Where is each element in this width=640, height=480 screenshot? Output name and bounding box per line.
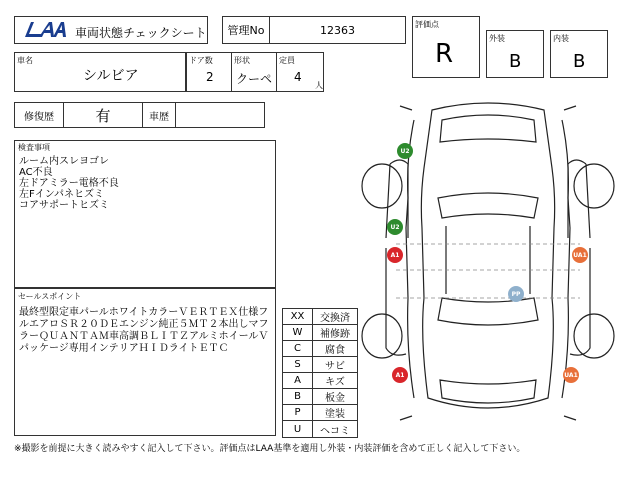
legend-row: [283, 357, 357, 373]
legend-code: W: [283, 325, 313, 340]
inspection-label: 車歴: [142, 102, 176, 128]
doors-label: ドア数: [189, 56, 213, 65]
rating-label: 評価点: [415, 20, 439, 29]
rating-value: R: [435, 39, 454, 69]
sales-points-text: 最終型限定車パールホワイトカラーＶＥＲＴＥＸ仕様フルエアロＳＲ２０ＤＥエンジン純正５ＭＴ２本出しマフラーＱＵＡＮＴＡＭ車高調ＢＬＩＴＺアルミホイールＶパッケージ専用インテリアＨＩＤライトＥＴＣ: [19, 307, 269, 354]
doors-box: [186, 52, 232, 92]
car-name-value: シルビア: [83, 68, 139, 84]
legend-code: U: [283, 421, 313, 437]
laa-logo-mark: [21, 19, 69, 41]
mgmt-no-value: 12363: [269, 16, 406, 44]
capacity-value: 4: [294, 70, 302, 84]
legend-row: [283, 309, 357, 325]
legend-meaning: 補修跡: [320, 329, 350, 340]
damage-mark-a1-left-door: A1: [387, 247, 403, 263]
shape-label: 形状: [234, 56, 250, 65]
capacity-unit: 人: [315, 81, 323, 90]
damage-mark-ua1-rear-right: UA1: [563, 367, 579, 383]
legend-row: [283, 341, 357, 357]
legend-row: [283, 373, 357, 389]
car-name-label: 車名: [17, 56, 33, 65]
title-box: [14, 16, 208, 44]
legend-row: [283, 389, 357, 405]
doors-value: 2: [206, 70, 214, 84]
legend-meaning: ヘコミ: [320, 425, 350, 437]
interior-box: [550, 30, 608, 78]
legend-meaning: 交換済: [320, 313, 350, 324]
repair-value: 有: [63, 102, 143, 128]
legend-code: S: [283, 357, 313, 372]
legend-code: A: [283, 373, 313, 388]
laa-logo: [21, 19, 69, 46]
exterior-value: B: [509, 51, 522, 72]
legend-meaning: 塗装: [325, 409, 345, 420]
legend-code: B: [283, 389, 313, 404]
repair-label: 修復歴: [14, 102, 64, 128]
rating-box: [412, 16, 480, 78]
inspection-items-box: [14, 140, 276, 288]
legend-row: [283, 325, 357, 341]
legend-table: [282, 308, 358, 438]
footer-note: ※撮影を前提に大きく読みやすく記入して下さい。評価点はLAA基準を適用し外装・内装評価を含めて正しく記入して下さい。: [14, 444, 526, 454]
sheet-title: 車両状態チェックシート: [75, 26, 207, 40]
exterior-label: 外装: [489, 34, 505, 43]
legend-meaning: サビ: [325, 361, 345, 372]
interior-value: B: [573, 51, 586, 72]
damage-mark-ua1-right-door: UA1: [572, 247, 588, 263]
damage-mark-a1-rear-left: A1: [392, 367, 408, 383]
sales-points-box: [14, 288, 276, 436]
interior-label: 内装: [553, 34, 569, 43]
legend-code: XX: [283, 309, 313, 324]
shape-value: クーペ: [236, 72, 273, 86]
inspection-value: [175, 102, 265, 128]
damage-mark-pp-roof: PP: [508, 286, 524, 302]
legend-meaning: 腐食: [325, 345, 345, 356]
legend-row: [283, 421, 357, 437]
damage-mark-u2-front-left: U2: [397, 143, 413, 159]
mgmt-no-label: 管理No: [222, 16, 270, 44]
car-name-box: [14, 52, 186, 92]
shape-box: [231, 52, 277, 92]
legend-code: P: [283, 405, 313, 420]
capacity-label: 定員: [279, 56, 295, 65]
inspection-items-label: 検査事項: [18, 143, 50, 152]
legend-meaning: 板金: [325, 393, 345, 404]
capacity-box: [276, 52, 324, 92]
legend-row: [283, 405, 357, 421]
legend-meaning: キズ: [325, 377, 345, 388]
exterior-box: [486, 30, 544, 78]
inspection-items-text: ルーム内スレヨゴレ AC不良 左ドアミラー電格不良 左Fインパネヒズミ コアサポートヒズミ: [19, 156, 119, 211]
damage-mark-u2-left-door: U2: [387, 219, 403, 235]
sales-points-label: セールスポイント: [18, 292, 82, 301]
legend-code: C: [283, 341, 313, 356]
